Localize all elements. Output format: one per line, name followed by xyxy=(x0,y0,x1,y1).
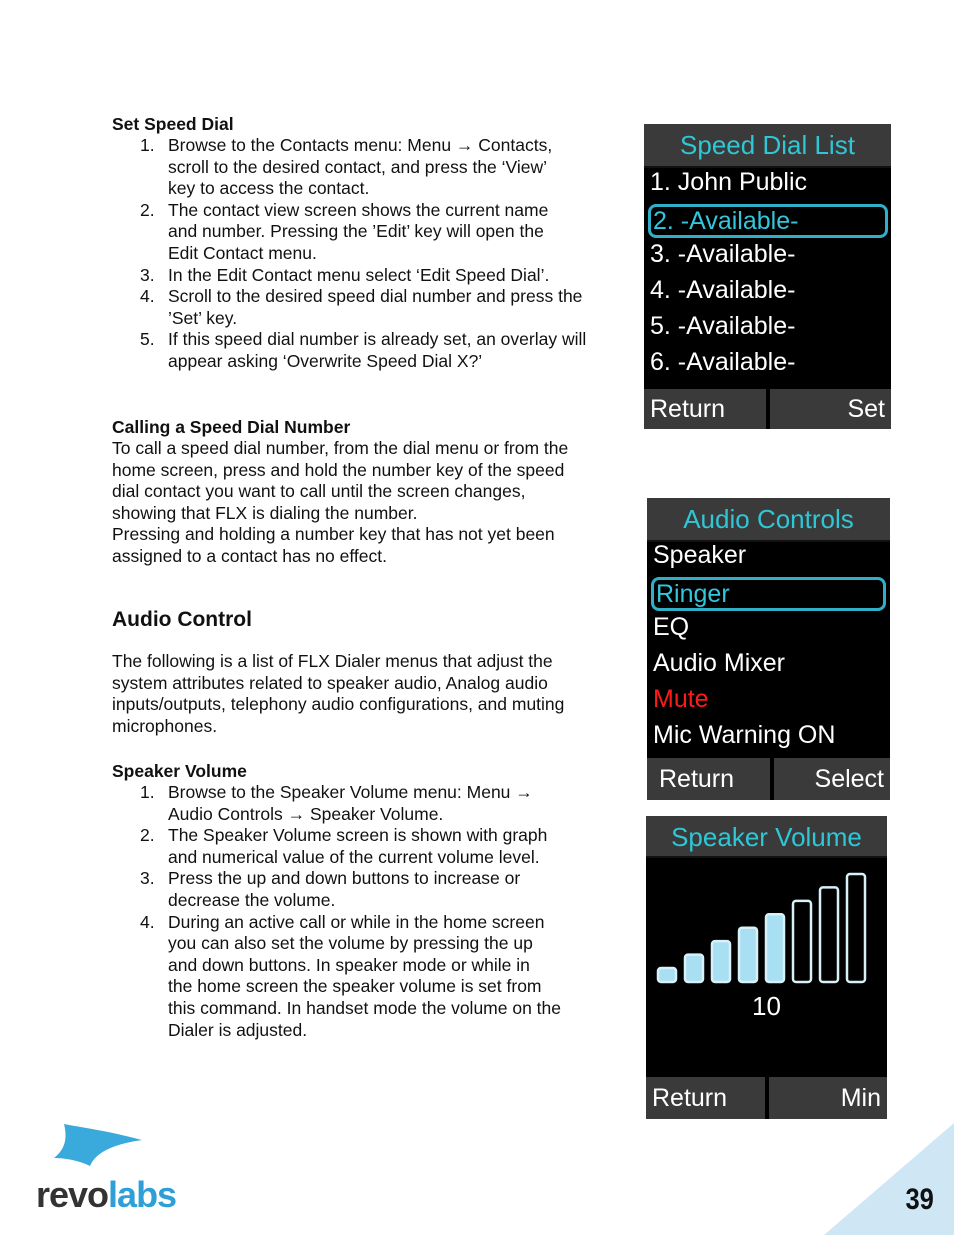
list-item-line: you can also set the volume by pressing the up xyxy=(168,933,533,954)
page-number: 39 xyxy=(905,1183,934,1216)
volume-bar xyxy=(793,901,811,982)
set-speed-dial-heading: Set Speed Dial xyxy=(112,114,234,134)
list-item xyxy=(112,868,632,911)
paragraph-line: Pressing and holding a number key that has not yet been xyxy=(112,524,555,545)
list-item-number: 3. xyxy=(140,264,155,285)
return-softkey[interactable]: Return xyxy=(647,758,770,800)
list-item xyxy=(112,825,632,868)
menu-item[interactable]: Ringer xyxy=(651,577,886,611)
min-softkey[interactable]: Min xyxy=(769,1077,888,1119)
volume-bar xyxy=(766,914,784,982)
revolabs-fin-icon xyxy=(34,1122,146,1170)
calling-heading: Calling a Speed Dial Number xyxy=(112,417,351,437)
audio-controls-screen xyxy=(647,498,890,800)
list-item-number: 2. xyxy=(140,199,155,220)
list-item-line: Scroll to the desired speed dial number and press the xyxy=(168,286,583,307)
volume-bar xyxy=(847,874,865,982)
paragraph-line: dial contact you want to call until the screen changes, xyxy=(112,481,526,502)
list-item-line: key to access the contact. xyxy=(168,178,370,199)
list-item-line: scroll to the desired contact, and press the ‘View’ xyxy=(168,156,548,177)
volume-bar xyxy=(685,955,703,982)
menu-item[interactable]: Mute xyxy=(653,685,709,713)
list-item-line: decrease the volume. xyxy=(168,889,336,910)
list-item-line: and numerical value of the current volume level. xyxy=(168,846,540,867)
list-item-line: In the Edit Contact menu select ‘Edit Speed Dial’. xyxy=(168,264,550,285)
list-item-line: The Speaker Volume screen is shown with graph xyxy=(168,825,548,846)
speaker-volume-title: Speaker Volume xyxy=(646,816,887,858)
paragraph-line: showing that FLX is dialing the number. xyxy=(112,502,418,523)
logo-text-revo: revo xyxy=(36,1174,109,1215)
list-item xyxy=(112,200,632,265)
menu-item[interactable]: 1. John Public xyxy=(650,168,808,196)
list-item xyxy=(112,286,632,329)
list-item xyxy=(112,329,632,372)
list-item-number: 5. xyxy=(140,329,155,350)
list-item-line: the home screen the speaker volume is set from xyxy=(168,976,542,997)
list-item xyxy=(112,782,632,825)
list-item-line: Browse to the Contacts menu: Menu → Contacts, xyxy=(168,135,553,155)
volume-bar xyxy=(820,887,838,982)
list-item-line: appear asking ‘Overwrite Speed Dial X?’ xyxy=(168,350,483,371)
return-softkey[interactable]: Return xyxy=(644,389,766,429)
list-item xyxy=(112,265,632,287)
paragraph-line: system attributes related to speaker audio, Analog audio xyxy=(112,672,548,693)
paragraph-line: The following is a list of FLX Dialer menus that adjust the xyxy=(112,651,553,671)
list-item-line: ’Set’ key. xyxy=(168,307,238,328)
speaker-volume-screen xyxy=(646,816,887,1119)
paragraph-line: assigned to a contact has no effect. xyxy=(112,545,388,566)
menu-item[interactable]: 4. -Available- xyxy=(650,276,796,304)
list-item-line: Dialer is adjusted. xyxy=(168,1019,308,1040)
list-item-line: and down buttons. In speaker mode or while in xyxy=(168,954,530,975)
list-item xyxy=(112,912,632,1042)
volume-bar xyxy=(739,928,757,982)
list-item-line: During an active call or while in the home screen xyxy=(168,911,545,932)
audio-controls-title: Audio Controls xyxy=(647,498,890,542)
list-item-line: Browse to the Speaker Volume menu: Menu → xyxy=(168,782,533,802)
paragraph-line: To call a speed dial number, from the dial menu or from the xyxy=(112,438,569,458)
logo-text-labs: labs xyxy=(108,1174,177,1215)
audio-control-heading: Audio Control xyxy=(112,608,252,631)
set-speed-dial-steps xyxy=(112,135,632,373)
page-corner-decoration xyxy=(824,1123,954,1235)
list-item-number: 2. xyxy=(140,825,155,846)
menu-item[interactable]: Speaker xyxy=(653,541,747,569)
speaker-volume-heading: Speaker Volume xyxy=(112,761,247,781)
list-item-line: Press the up and down buttons to increase or xyxy=(168,868,521,889)
revolabs-logo xyxy=(36,1174,176,1216)
volume-bar xyxy=(712,941,730,982)
menu-item[interactable]: 6. -Available- xyxy=(650,348,796,376)
menu-item[interactable]: 2. -Available- xyxy=(648,204,888,238)
list-item-line: Audio Controls → Speaker Volume. xyxy=(168,803,444,824)
speed-dial-screen xyxy=(644,124,891,429)
list-item-number: 4. xyxy=(140,286,155,307)
speed-dial-title: Speed Dial List xyxy=(644,124,891,168)
paragraph-line: home screen, press and hold the number key of the speed xyxy=(112,459,565,480)
list-item xyxy=(112,135,632,200)
list-item-line: The contact view screen shows the current name xyxy=(168,199,549,220)
menu-item[interactable]: 5. -Available- xyxy=(650,312,796,340)
volume-value: 10 xyxy=(752,991,781,1021)
list-item-line: If this speed dial number is already set, an overlay will xyxy=(168,329,587,350)
set-softkey[interactable]: Set xyxy=(770,389,892,429)
list-item-line: this command. In handset mode the volume on the xyxy=(168,997,562,1018)
speaker-volume-steps xyxy=(112,782,632,1041)
volume-bar-graph xyxy=(646,866,887,1006)
return-softkey[interactable]: Return xyxy=(646,1077,765,1119)
menu-item[interactable]: Audio Mixer xyxy=(653,649,785,677)
list-item-number: 3. xyxy=(140,868,155,889)
list-item-number: 1. xyxy=(140,782,155,802)
paragraph-line: microphones. xyxy=(112,715,218,736)
paragraph-line: inputs/outputs, telephony audio configurations, and muting xyxy=(112,694,565,715)
list-item-line: and number. Pressing the ’Edit’ key will open the xyxy=(168,221,544,242)
select-softkey[interactable]: Select xyxy=(774,758,891,800)
list-item-number: 4. xyxy=(140,911,155,932)
menu-item[interactable]: Mic Warning ON xyxy=(653,721,836,749)
audio-control-body xyxy=(112,651,632,737)
calling-body xyxy=(112,438,632,568)
menu-item[interactable]: 3. -Available- xyxy=(650,240,796,268)
list-item-number: 1. xyxy=(140,135,155,155)
volume-bar xyxy=(658,968,676,982)
list-item-line: Edit Contact menu. xyxy=(168,242,317,263)
menu-item[interactable]: EQ xyxy=(653,613,690,641)
